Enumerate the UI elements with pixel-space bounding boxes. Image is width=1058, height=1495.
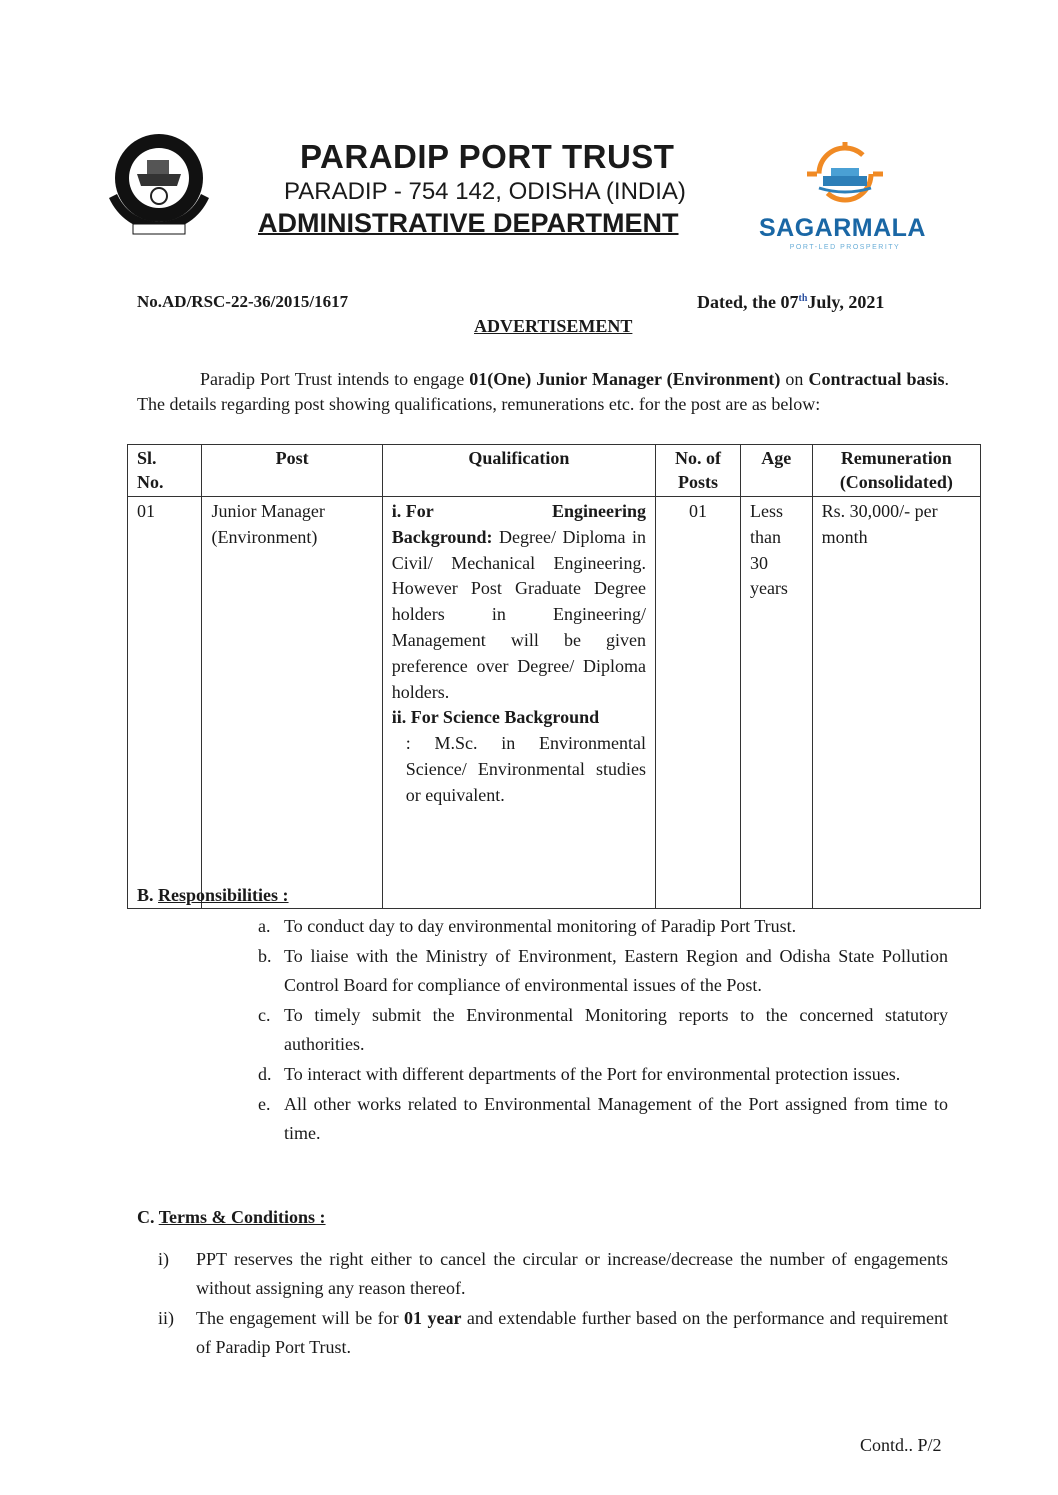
header-age: Age [740,445,812,497]
document-title: ADVERTISEMENT [474,316,633,336]
org-title: PARADIP PORT TRUST [300,138,675,175]
continued-note: Contd.. P/2 [860,1435,942,1455]
header-post: Post [202,445,382,497]
list-item: i) PPT reserves the right either to cancel the circular or increase/decrease the number of engagements without assigning any reason thereof. [158,1249,948,1298]
qualification-engineering-label: i. For Engineering [391,501,647,521]
header-no-of-posts: No. of Posts [656,445,741,497]
qualification-engineering-text: Degree/ Diploma in Civil/ Mechanical Engineering. However Post Graduate Degree holders in Engineering/ Management will be given preference over Degree/ Diploma holders. [391,526,647,702]
cell-age: Less than 30 years [740,497,812,909]
list-item: ii) The engagement will be for 01 year and extendable further based on the performance and requirement of Paradip Port Trust. [158,1308,948,1357]
terms-list [158,1245,948,1363]
list-item: c. To timely submit the Environmental Monitoring reports to the concerned statutory authorities. [258,1005,948,1054]
table-header-row [128,445,981,497]
reference-number: No.AD/RSC-22-36/2015/1617 [137,292,349,311]
qualification-science-text: : M.Sc. in Environmental Science/ Environmental studies or equivalent. [405,733,647,805]
cell-post: Junior Manager (Environment) [202,497,382,909]
cell-remuneration: Rs. 30,000/- per month [812,497,980,909]
header-qualification: Qualification [382,445,655,497]
cell-no-of-posts: 01 [656,497,741,909]
list-item: e. All other works related to Environmental Management of the Port assigned from time to time. [258,1094,948,1143]
list-item: d. To interact with different departments of the Port for environmental protection issues. [258,1064,901,1084]
post-details-table [127,444,981,909]
list-item: b. To liaise with the Ministry of Environment, Eastern Region and Odisha State Pollution Control Board for compliance of environmental issues of the Post. [258,946,948,995]
header-sl-no: Sl. No. [128,445,202,497]
terms-heading: C. Terms & Conditions : [137,1207,326,1227]
table-row [128,497,981,909]
issue-date: Dated, the 07thJuly, 2021 [697,292,885,312]
org-address: PARADIP - 754 142, ODISHA (INDIA) [284,178,686,205]
cell-sl-no: 01 [128,497,202,909]
paradip-port-trust-logo [103,128,215,240]
qualification-science-label: ii. For Science Background [391,707,600,728]
list-item: a. To conduct day to day environmental monitoring of Paradip Port Trust. [258,916,797,936]
department-name: ADMINISTRATIVE DEPARTMENT [258,208,679,238]
responsibilities-list [258,912,948,1149]
sagarmala-name: SAGARMALA [759,214,926,242]
header-remuneration: Remuneration (Consolidated) [812,445,980,497]
sagarmala-tagline: PORT-LED PROSPERITY [789,244,901,251]
intro-paragraph: Paradip Port Trust intends to engage 01(One) Junior Manager (Environment) on Contractual basis. The details regarding post showing qualifications, remunerations etc. for the post are as below: [137,369,950,414]
cell-qualification: i. For Engineering Background: Degree/ Diploma in Civil/ Mechanical Engineering. However Post Graduate Degree holders in Engineering/ Management will be given preference over Degree/ Diploma holders. ii. For Science Background : M.Sc. in Environmental Science/ Environmental studies or equivalent. [382,497,655,909]
responsibilities-heading: B. Responsibilities : [137,885,289,905]
